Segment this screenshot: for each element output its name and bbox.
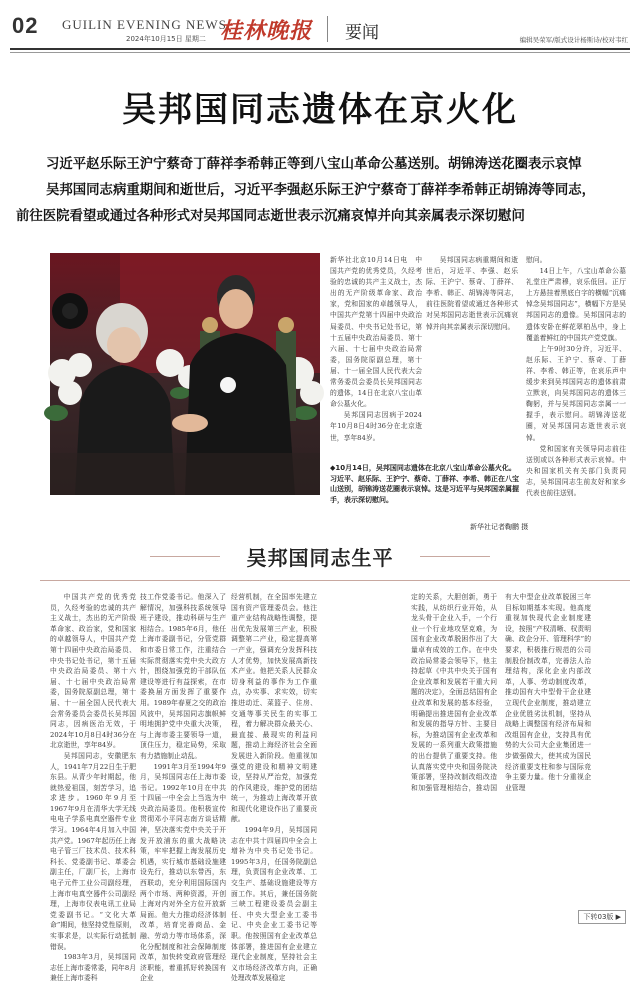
news-photo	[50, 253, 320, 495]
news-paragraph: 吴邦国同志因病于2024年10月8日4时36分在北京逝世，享年84岁。	[330, 411, 422, 442]
bio-paragraph: 经营机制，在全国率先建立国有资产管理委员会。他注重产业结构战略性调整，提出优先发展第三产业，积极调整第二产业，稳定提高第一产业，强调充分发挥科技人才优势，加快发展高新技术产业。他把关系人民群众切身利益的事作为工作重点，办实事、求实效，切实推进动迁、菜篮子、住房、交通等事关民生的实事工程，着力解决群众最关心、最直接、最现实的利益问题，推动上海经济社会全面发展进入新阶段。他重视加强党的建设和精神文明建设，坚持从严治党，加强党的作风建设，维护党的团结统一，为推动上海改革开放和现代化建设作出了重要贡献。	[231, 593, 317, 824]
biography-frame-rule	[40, 580, 630, 581]
news-paragraph: 吴邦国同志病重期间和逝世后，习近平、李强、赵乐际、王沪宁、蔡奇、丁薛祥、李希、韩正、胡锦涛等同志，前往医院看望或通过各种形式对吴邦国同志逝世表示沉痛哀悼并向其亲属表示深切慰问。	[426, 256, 518, 331]
bio-paragraph: 中国共产党的优秀党员，久经考验的忠诚的共产主义战士，杰出的无产阶级革命家、政治家，党和国家的卓越领导人，中国共产党第十四届中央政治局委员、中央书记处书记，第十五届中央政治局委员、第十六届、十七届中央政治局常委，国务院原副总理，第十届、十一届全国人民代表大会常务委员会委员长吴邦国同志，因病医治无效，于2024年10月8日4时36分在北京逝世，享年84岁。	[50, 593, 136, 750]
bio-paragraph: 吴邦国同志，安徽肥东人，1941年7月22日生于肥东县。从青少年时期起，他就热爱祖国，刻苦学习，追求进步。1960年9月至1967年9月在清华大学无线电电子学系电真空器件专业学习。1964年4月加入中国共产党。1967年起历任上海电子管三厂技术员、技术科科长、党委副书记、革委会副主任，厂副厂长，上海市电子元件工业公司副经理，上海市电真空器件公司副经理，上海市仪表电讯工业局党委副书记。“文化大革命”期间，他坚持党性原则，实事求是，以实际行动抵制错误。	[50, 751, 136, 951]
biography-column-4	[411, 592, 591, 897]
biography-header	[150, 534, 490, 580]
news-column-3	[526, 255, 626, 496]
biography-column-3	[231, 592, 317, 983]
photo-caption: ◆10月14日，吴邦国同志遗体在北京八宝山革命公墓火化。习近平、赵乐际、王沪宁、蔡奇、丁薛祥、李希、韩正在八宝山送别，胡锦涛送花圈表示哀悼。这是习近平与吴邦国亲属握手，表示深切慰问。	[330, 464, 519, 504]
news-paragraph: 新华社北京10月14日电 中国共产党的优秀党员，久经考验的忠诚的共产主义战士，杰出的无产阶级革命家、政治家，党和国家的卓越领导人，中国共产党第十四届中央政治局委员、中央书记处书记，第十五届中央政治局委员、第十六届、十七届中央政治局常委，国务院原副总理，第十届、十一届全国人民代表大会常务委员会委员长吴邦国同志的遗体，14日在北京八宝山革命公墓火化。	[330, 256, 422, 409]
biography-column-2	[140, 592, 226, 983]
header-rule-thin	[10, 52, 630, 53]
news-column-2	[426, 255, 518, 451]
biography-column-1	[50, 592, 136, 983]
masthead	[0, 0, 640, 48]
bio-paragraph: 技工作党委书记。他深入了解情况，加强科技系统领导班子建设，推动科研与生产相结合。1985年6月，他任上海市委副书记，分管党群和市委日常工作，注重结合实际贯彻落实党中央大政方针，围绕加强党的干部队伍建设等进行有益探索，在市委换届方面发挥了重要作用。1989年春夏之交的政治风波中，吴邦国同志旗帜鲜明地拥护党中央重大决策，与上海市委主要领导一道，顶住压力，稳定局势，采取有力措施制止动乱。	[140, 593, 226, 760]
header-divider	[327, 16, 328, 42]
bio-paragraph: 1991年3月至1994年9月，吴邦国同志任上海市委书记。1992年10月在中共十四届一中全会上当选为中央政治局委员。他积极宣传贯彻邓小平同志南方谈话精神，坚决落实党中央关于开发开放浦东的重大战略决策，牢牢把握上海发展历史机遇，实行城市基础设施建设先行，推动以东带西，东西联动，充分利用国际国内两个市场、两种资源，开创上海对内对外全方位开放新局面。他大力推动经济体制改革，培育完善商品、金融、劳动力等市场体系，深化分配制度和社会保障制度改革，加快转变政府管理经济职能，着重抓好转换国有企业	[140, 762, 226, 983]
bio-paragraph: 1983年3月，吴邦国同志任上海市委常委，同年8月兼任上海市委科	[50, 953, 136, 983]
continued-on-page-link[interactable]: 下转03版 ▶	[578, 910, 626, 924]
biography-title: 吴邦国同志生平	[246, 546, 394, 570]
portrait-photo-icon	[50, 253, 320, 495]
news-column-1	[330, 255, 422, 451]
photo-credit: 新华社记者鞠鹏 摄	[470, 523, 529, 531]
subhead-line-2: 吴邦国同志病重期间和逝世后，习近平李强赵乐际王沪宁蔡奇丁薛祥李希韩正胡锦涛等同志，	[46, 183, 596, 198]
news-paragraph: 14日上午，八宝山革命公墓礼堂庄严肃穆，哀乐低回。正厅上方悬挂着黑底白字的横幅“沉痛悼念吴邦国同志”，横幅下方是吴邦国同志的遗像。吴邦国同志的遗体安卧在鲜花翠柏丛中，身上覆盖着鲜红的中国共产党党旗。	[526, 267, 626, 342]
subheadline	[16, 152, 624, 230]
news-paragraph: 慰问。	[526, 256, 547, 264]
news-paragraph: 党和国家有关领导同志前往送别或以各种形式表示哀悼。中央和国家机关有关部门负责同志，吴邦国同志生前友好和家乡代表也前往送别。	[526, 444, 626, 497]
header-rule	[10, 48, 630, 50]
editors-credit: 编辑吴荣军/版式设计杨斯诗/校对韦红	[519, 36, 628, 44]
issue-date: 2024年10月15日 星期二	[126, 35, 206, 43]
paper-name-english: GUILIN EVENING NEWS	[62, 17, 227, 32]
news-paragraph: 上午9时30分许，习近平、赵乐际、王沪宁、蔡奇、丁薛祥、李希、韩正等，在哀乐声中缓步来到吴邦国同志的遗体前肃立默哀，向吴邦国同志的遗体三鞠躬，并与吴邦国同志亲属一一握手，表示慰问。胡锦涛送花圈，对吴邦国同志逝世表示哀悼。	[526, 344, 626, 442]
page-number: 02	[12, 13, 39, 38]
subhead-line-3: 前往医院看望或通过各种形式对吴邦国同志逝世表示沉痛哀悼并向其亲属表示深切慰问	[16, 209, 525, 224]
bio-paragraph: 定的关系，大胆创新，勇于实践，从纺织行业开始，从龙头骨干企业入手，一个行业一个行业地攻坚克难，为国有企业改革脱困作出了大量卓有成效的工作。在中央政治局常委会领导下，他主持起草《中共中央关于国有企业改革和发展若干重大问题的决定》，全面总结国有企业改革和发展的基本经验，明确提出推进国有企业改革和发展的指导方针、主要目标，为推动国有企业改革和发展的一系列重大政策措施的出台提供了重要支持。他认真落实党中央和国务院决策部署，坚持改制改组改造和加强管理相结合，推动国有大中型企业改革脱困三年目标如期基本实现。他高度重视加快现代企业制度建设，按照“产权清晰、权责明确、政企分开、管理科学”的要求，积极推行规范的公司制股份制改革，完善法人治理结构，深化企业内部改革，人事、劳动制度改革，推动国有大中型骨干企业建立现代企业制度，推动建立企业优胜劣汰机制，坚持从战略上调整国有经济布局和改组国有企业，支持具有优势的大公司大企业集团进一步做强做大，使其成为国民经济重要支柱和参与国际竞争主要力量。他十分重视企业管理	[411, 593, 591, 792]
bio-paragraph: 1994年9月，吴邦国同志在中共十四届四中全会上增补为中央书记处书记。1995年3月，任国务院副总理，负责国有企业改革、工交生产、基础设施建设等方面工作。其后，兼任国务院三峡工程建设委员会副主任、中央大型企业工委书记、中央企业工委书记等职。他按照国有企业改革总体部署，推进国有企业建立现代企业制度，坚持社会主义市场经济改革方向，正确处理改革发展稳定	[231, 826, 317, 983]
subhead-line-1: 习近平赵乐际王沪宁蔡奇丁薛祥李希韩正等到八宝山革命公墓送别。胡锦涛送花圈表示哀悼	[46, 157, 582, 172]
headline: 吴邦国同志遗体在京火化	[122, 90, 518, 130]
paper-logo: 桂林晚报	[220, 18, 313, 44]
section-name: 要闻	[345, 23, 379, 43]
